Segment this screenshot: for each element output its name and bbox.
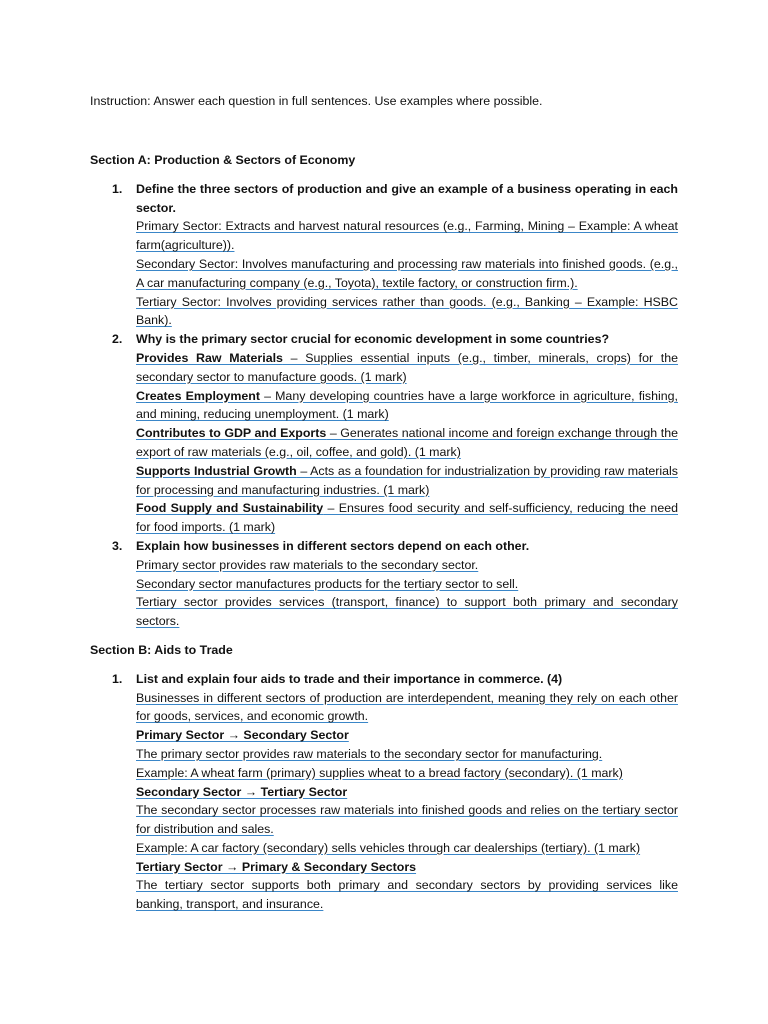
point-body: – Acts as a foundation for industrialization by providing raw materials for processing and manufacturing industries. (1 mark) <box>136 463 678 497</box>
question-a2 <box>90 330 678 537</box>
question-text: Why is the primary sector crucial for economic development in some countries? <box>136 332 610 347</box>
answer-line: The primary sector provides raw materials to the secondary sector for manufacturing. <box>136 746 603 761</box>
point-body: – Many developing countries have a large workforce in agriculture, fishing, and mining, reducing unemployment. (1 mark) <box>136 388 678 422</box>
section-a <box>90 151 678 631</box>
block-heading: Secondary Sector → Tertiary Sector <box>136 784 348 799</box>
block-heading: Primary Sector → Secondary Sector <box>136 728 349 743</box>
answer-line: Tertiary sector provides services (transport, finance) to support both primary and secondary sectors. <box>136 595 678 629</box>
answer-line: Primary sector provides raw materials to the secondary sector. <box>136 557 479 572</box>
question-text: List and explain four aids to trade and their importance in commerce. (4) <box>136 671 563 686</box>
question-b1 <box>90 670 678 914</box>
point-body: – Supplies essential inputs (e.g., timber, minerals, crops) for the secondary sector to manufacture goods. (1 mark) <box>136 350 679 384</box>
instruction-text: Instruction: Answer each question in full sentences. Use examples where possible. <box>90 94 543 108</box>
point-body: – Generates national income and foreign exchange through the export of raw materials (e.g., oil, coffee, and gold). (1 mark) <box>136 426 678 459</box>
point-heading: Supports Industrial Growth <box>136 463 297 478</box>
point-heading: Creates Employment <box>136 388 260 403</box>
section-b-title: Section B: Aids to Trade <box>90 642 233 657</box>
section-a-questions <box>90 180 678 631</box>
answer-point <box>136 499 678 537</box>
point-heading: Provides Raw Materials <box>136 350 283 365</box>
question-number: 1. <box>112 671 123 686</box>
question-a1 <box>90 180 678 330</box>
question-number: 1. <box>112 181 123 196</box>
point-body: – Ensures food security and self-sufficiency, reducing the need for food imports. (1 mark) <box>136 501 678 535</box>
section-b-questions <box>90 670 678 914</box>
answer-line: Primary Sector: Extracts and harvest natural resources (e.g., Farming, Mining – Example: A wheat farm(agriculture)). <box>136 219 678 253</box>
answer-block <box>136 349 678 537</box>
answer-line: Secondary Sector: Involves manufacturing and processing raw materials into finished goods. (e.g., A car manufacturing company (e.g., Toyota), textile factory, or construction firm.). <box>136 256 678 290</box>
answer-block <box>136 217 678 330</box>
answer-line: The tertiary sector supports both primary and secondary sectors by providing services like banking, transport, and insurance. <box>136 878 678 912</box>
answer-line: Tertiary Sector: Involves providing services rather than goods. (e.g., Banking – Example: HSBC Bank). <box>136 294 678 328</box>
question-a3 <box>90 537 678 631</box>
answer-line: Example: A car factory (secondary) sells vehicles through car dealerships (tertiary). (1 mark) <box>136 840 641 855</box>
answer-point <box>136 387 678 425</box>
answer-point <box>136 424 678 462</box>
section-a-title: Section A: Production & Sectors of Economy <box>90 153 356 167</box>
point-heading: Contributes to GDP and Exports <box>136 426 327 441</box>
question-number: 3. <box>112 538 123 553</box>
block-heading: Tertiary Sector → Primary & Secondary Sectors <box>136 859 417 874</box>
answer-point <box>136 349 678 387</box>
answer-line: The secondary sector processes raw materials into finished goods and relies on the tertiary sector for distribution and sales. <box>136 803 678 837</box>
question-number: 2. <box>112 332 123 347</box>
document-page <box>90 92 678 914</box>
question-text: Define the three sectors of production and give an example of a business operating in each sector. <box>136 181 678 215</box>
answer-block <box>136 689 678 915</box>
section-b <box>90 641 678 914</box>
answer-intro: Businesses in different sectors of production are interdependent, meaning they rely on each other for goods, services, and economic growth. <box>136 690 678 724</box>
question-text: Explain how businesses in different sectors depend on each other. <box>136 538 530 553</box>
answer-block <box>136 556 678 631</box>
answer-point <box>136 462 678 500</box>
answer-line: Example: A wheat farm (primary) supplies wheat to a bread factory (secondary). (1 mark) <box>136 765 623 780</box>
answer-line: Secondary sector manufactures products for the tertiary sector to sell. <box>136 576 519 591</box>
point-heading: Food Supply and Sustainability <box>136 501 324 516</box>
